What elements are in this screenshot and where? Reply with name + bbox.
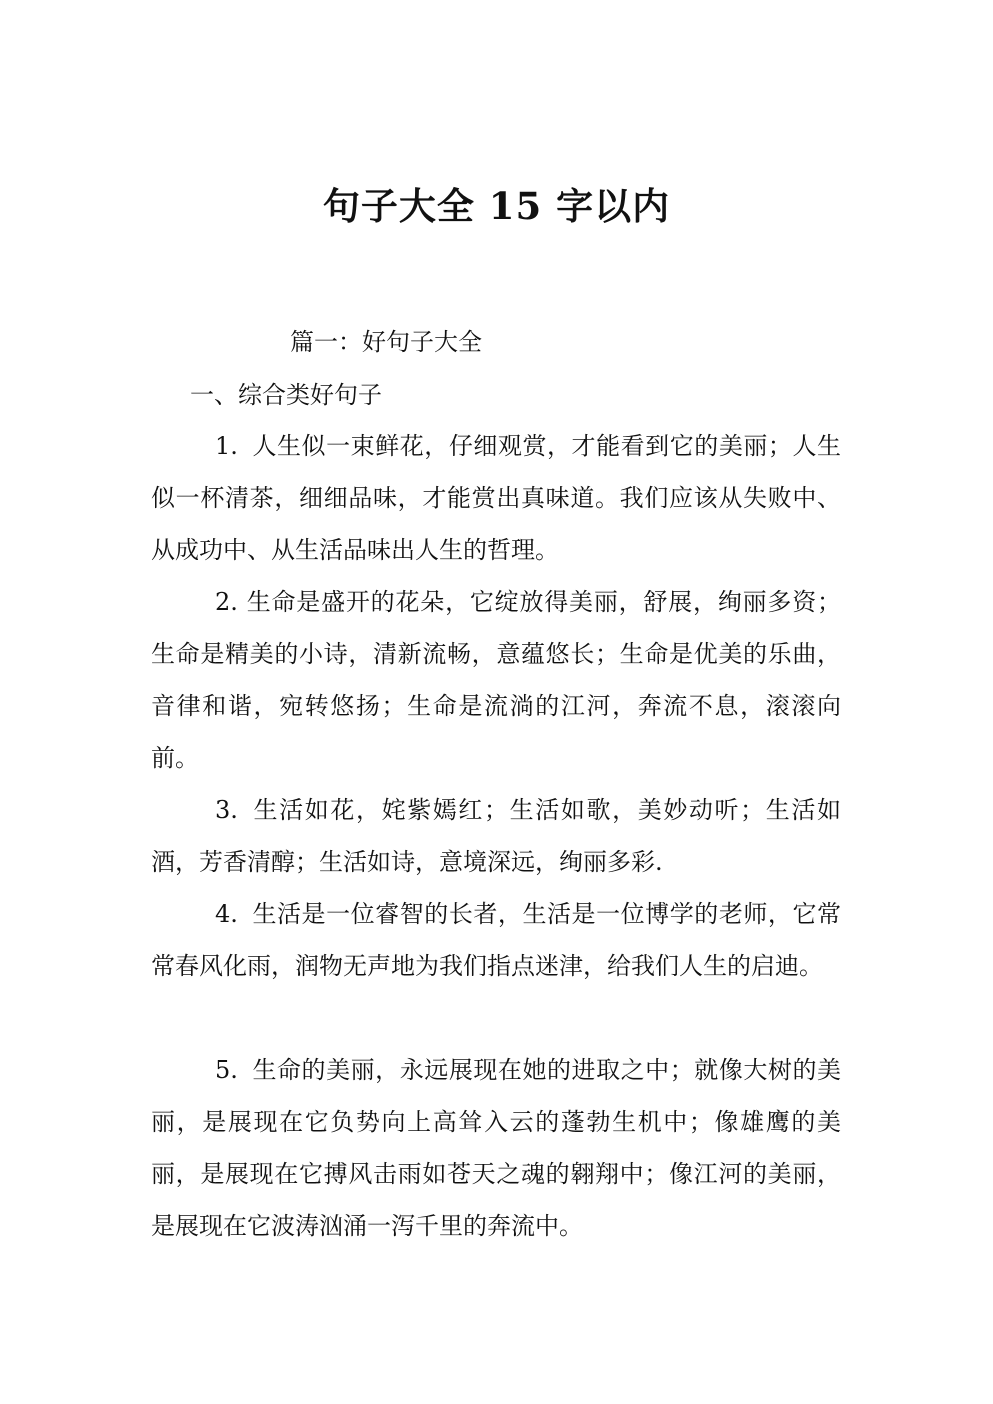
list-item	[151, 420, 841, 576]
subheading: 一、综合类好句子	[190, 381, 382, 409]
item-text: 生命是盛开的花朵，它绽放得美丽，舒展，绚丽多资；生命是精美的小诗，清新流畅，意蕴悠长；生命是优美的乐曲，音律和谐，宛转悠扬；生命是流淌的江河，奔流不息，滚滚向前。	[151, 588, 841, 772]
list-item	[151, 1044, 841, 1252]
item-number: 4.	[215, 900, 238, 928]
item-text: 生活是一位睿智的长者，生活是一位博学的老师，它常常春风化雨，润物无声地为我们指点迷津，给我们人生的启迪。	[151, 900, 841, 980]
item-text: 生活如花，姹紫嫣红；生活如歌，美妙动听；生活如酒，芳香清醇；生活如诗，意境深远，绚丽多彩.	[151, 796, 841, 876]
item-number: 3.	[215, 796, 238, 824]
section-heading: 篇一：好句子大全	[290, 328, 482, 356]
item-number: 5.	[215, 1056, 238, 1084]
page-title: 句子大全 15 字以内	[322, 184, 671, 228]
item-number: 2.	[215, 588, 238, 616]
item-number: 1.	[215, 432, 238, 460]
list-item	[151, 888, 841, 992]
item-text: 人生似一束鲜花，仔细观赏，才能看到它的美丽；人生似一杯清茶，细细品味，才能赏出真味道。我们应该从失败中、从成功中、从生活品味出人生的哲理。	[151, 432, 841, 564]
list-item	[151, 576, 841, 784]
list-item	[151, 784, 841, 888]
item-text: 生命的美丽，永远展现在她的进取之中；就像大树的美丽，是展现在它负势向上高耸入云的蓬勃生机中；像雄鹰的美丽，是展现在它搏风击雨如苍天之魂的翱翔中；像江河的美丽，是展现在它波涛汹涌一泻千里的奔流中。	[151, 1056, 841, 1240]
